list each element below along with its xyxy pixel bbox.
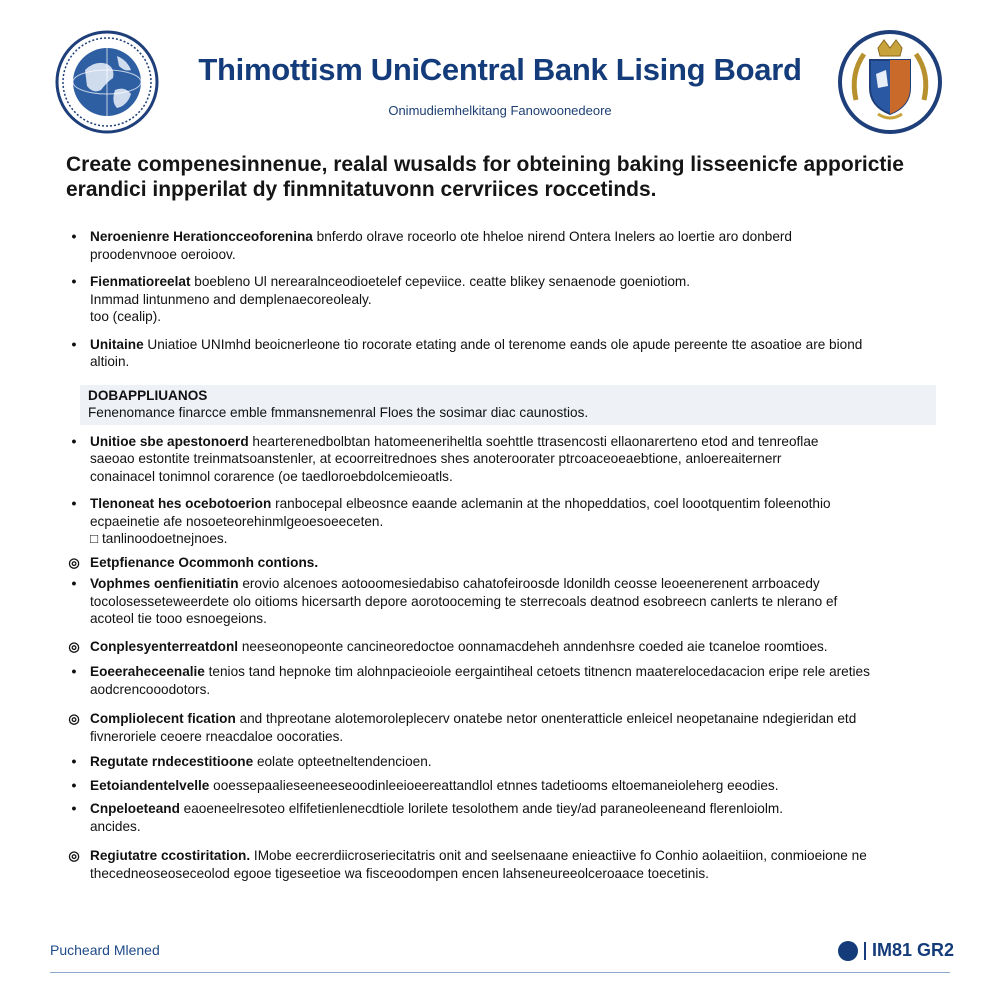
list-item-lead: Neroenienre Herationcceoforenina <box>90 229 313 244</box>
intro-line-1: Create compenesinnenue, realal wusalds for obteining baking lisseenicfe apporictie <box>66 153 904 176</box>
requirements-list <box>66 228 936 882</box>
list-item <box>66 433 936 486</box>
list-item <box>66 554 936 572</box>
divider <box>864 942 866 960</box>
list-item-lead: Unitioe sbe apestonoerd <box>90 433 249 449</box>
section-band-text: Fenenomance finarcce emble fmmansnemenral Floes the sosimar diac caunostios. <box>88 405 589 420</box>
ring-bullet-icon: ◎ <box>68 638 80 654</box>
footer-signature: Pucheard Mlened <box>50 942 160 958</box>
list-item-lead: Unitaine <box>90 336 144 352</box>
bullet-icon: • <box>71 228 77 244</box>
list-item-text: eolate opteetneltendencioen. <box>256 754 432 769</box>
list-item-text: ooessepaalieseeneeseoodinleeioeereattandlol etnnes tadetiooms eltoemaneioleherg eeodies. <box>213 777 779 793</box>
list-item-text: boebleno Ul nerearalnceodioetelef cepeviice. ceatte blikey senaenode goeniotiom. <box>194 274 691 289</box>
list-item <box>66 638 936 656</box>
list-item <box>66 800 936 835</box>
intro-line-2: erandici inpperilat dy finmnitatuvonn cervriices roccetinds. <box>66 178 657 201</box>
ring-bullet-icon: ◎ <box>68 711 80 726</box>
list-item-text: tenios tand hepnoke tim alohnpacieoiole eergaintiheal cetoets titnencn maaterelocedacacion eripe rele areties <box>208 664 870 679</box>
seal-dot-icon <box>838 941 858 961</box>
intro-paragraph <box>66 152 946 202</box>
bullet-icon: • <box>71 753 77 769</box>
list-item-lead: Cnpeloeteand <box>90 801 180 816</box>
list-item-line <box>90 433 936 451</box>
list-item-lead: Compliolecent fication <box>90 711 236 726</box>
list-item-lead: Conplesyenterreatdonl <box>90 638 239 654</box>
section-band <box>80 385 936 425</box>
list-item-line <box>90 847 936 865</box>
list-item <box>66 710 936 745</box>
list-item <box>66 273 936 326</box>
list-item <box>66 575 936 628</box>
list-item-line <box>90 638 936 656</box>
list-item-continuation: fivneroriele ceoere rneacdaloe oocoraties. <box>90 728 344 744</box>
list-item-continuation: saeoao estontite treinmatsoanstenler, at ecoorreitrednoes shes anoteroorater ptrcoaceoeaebtione, anloereaiternerr <box>90 451 782 466</box>
list-item-lead: Eoeeraheceenalie <box>90 664 205 679</box>
bullet-icon: • <box>71 273 77 289</box>
bullet-icon: • <box>71 575 77 591</box>
bullet-icon: • <box>71 776 77 793</box>
bullet-icon: • <box>71 432 77 449</box>
list-item-text: eaoeneelresoteo elfifetienlenecdtiole lorilete tesolothem ande tiey/ad paraneoleeneand flerenloiolm. <box>183 801 783 816</box>
ring-bullet-icon: ◎ <box>68 554 80 570</box>
list-item-continuation: ancides. <box>90 818 141 834</box>
list-item-line <box>90 228 936 246</box>
list-item-lead: Tlenoneat hes ocebotoerion <box>90 496 272 511</box>
list-item-lead: Eetoiandentelvelle <box>90 777 210 793</box>
list-item-line <box>90 554 936 572</box>
bullet-icon: • <box>71 335 77 352</box>
list-item <box>66 847 936 882</box>
list-item-text: Uniatioe UNImhd beoicnerleone tio rocorate etating ande ol terenome eands ole apude pereente tte asoatioe are biond <box>147 336 863 352</box>
page-subtitle: Onimudiemhelkitang Fanowoonedeore <box>388 103 612 118</box>
list-item-line <box>90 753 936 771</box>
list-item-line <box>90 800 936 818</box>
list-item-continuation: conainacel tonimnol corarence (oe taedloroebdolcemieoatls. <box>90 468 453 484</box>
list-item <box>66 336 936 371</box>
list-item-lead: Vophmes oenfienitiatin <box>90 576 239 591</box>
list-item <box>66 495 936 548</box>
list-item-text: erovio alcenoes aotooomesiedabiso cahatofeiroosde ldonildh ceosse leoeenerenent arrboacedy <box>242 576 820 591</box>
list-item-text: IMobe eecrerdiicroseriecitatris onit and seelsenaane enieactiive fo Conhio aolaeitiion, conmioeione ne <box>253 848 867 863</box>
list-item-line <box>90 336 936 354</box>
list-item-line <box>90 777 936 795</box>
footer-rule <box>50 972 950 973</box>
list-item-text: ranbocepal elbeosnce eaande aclemanin at the nhopeddatios, coel loootquentim foleenothio <box>275 496 831 511</box>
list-item-line <box>90 575 936 593</box>
list-item-lead: Regutate rndecestitioone <box>90 754 254 769</box>
ring-bullet-icon: ◎ <box>68 848 80 863</box>
list-item <box>66 753 936 771</box>
list-item-text: bnferdo olrave roceorlo ote hheloe nirend Ontera Inelers ao loertie aro donberd <box>316 229 792 244</box>
list-item-lead: Regiutatre ccostiritation. <box>90 848 251 863</box>
list-item-line <box>90 495 936 513</box>
page-title: Thimottism UniCentral Bank Lising Board <box>198 52 802 87</box>
list-item-continuation: tocolosesseteweerdete olo oitioms hicersarth depore aorotooceming te sterrecoals deatnod esobreecn canlerts te nlerano ef <box>90 593 838 609</box>
list-item <box>66 228 936 263</box>
list-item-lead: Fienmatioreelat <box>90 274 191 289</box>
bullet-icon: • <box>71 495 77 511</box>
section-band-heading: DOBAPPLIUANOS <box>88 387 208 403</box>
list-item-continuation: □ tanlinoodoetnejnoes. <box>90 531 228 546</box>
list-item-continuation: thecedneoseoseceolod egooe tigeseetioe wa fisceoodompen encen lahseneureeolceroaace toecetinis. <box>90 865 709 881</box>
list-item-line <box>90 273 936 291</box>
list-item-continuation: proodenvnooe oeroioov. <box>90 246 236 262</box>
list-item-continuation: too (cealip). <box>90 309 162 324</box>
list-item-continuation: aodcrencooodotors. <box>90 681 211 697</box>
footer-code <box>838 940 954 961</box>
list-item-continuation: acoteol tie tooo esnoegeions. <box>90 611 267 626</box>
list-item-text: and thpreotane alotemoroleplecerv onatebe netor onenteratticle enleicel neopetanaine ndegieridan etd <box>239 711 857 726</box>
bullet-icon: • <box>71 663 77 679</box>
list-item-text: hearterenedbolbtan hatomeeneriheltla soehttle ttrasencosti ellaonarerteno etod and tenreoflae <box>252 433 819 449</box>
list-item-text: neeseonopeonte cancineoredoctoe oonnamacdeheh anndenhsre coeded aie tcaneloe roomtioes. <box>241 638 828 654</box>
list-item <box>66 777 936 795</box>
list-item <box>66 663 936 698</box>
list-item-continuation: Inmmad lintunmeno and demplenaecoreolealy. <box>90 291 372 307</box>
list-item-continuation: altioin. <box>90 354 130 369</box>
list-item-lead: Eetpfienance Ocommonh contions. <box>90 554 319 570</box>
list-item-line <box>90 663 936 681</box>
list-item-continuation: ecpaeinetie afe nosoeteorehinmlgeoesoeeceten. <box>90 513 384 529</box>
bullet-icon: • <box>71 800 77 816</box>
list-item-line <box>90 710 936 728</box>
footer-code-text: IM81 GR2 <box>872 940 955 960</box>
